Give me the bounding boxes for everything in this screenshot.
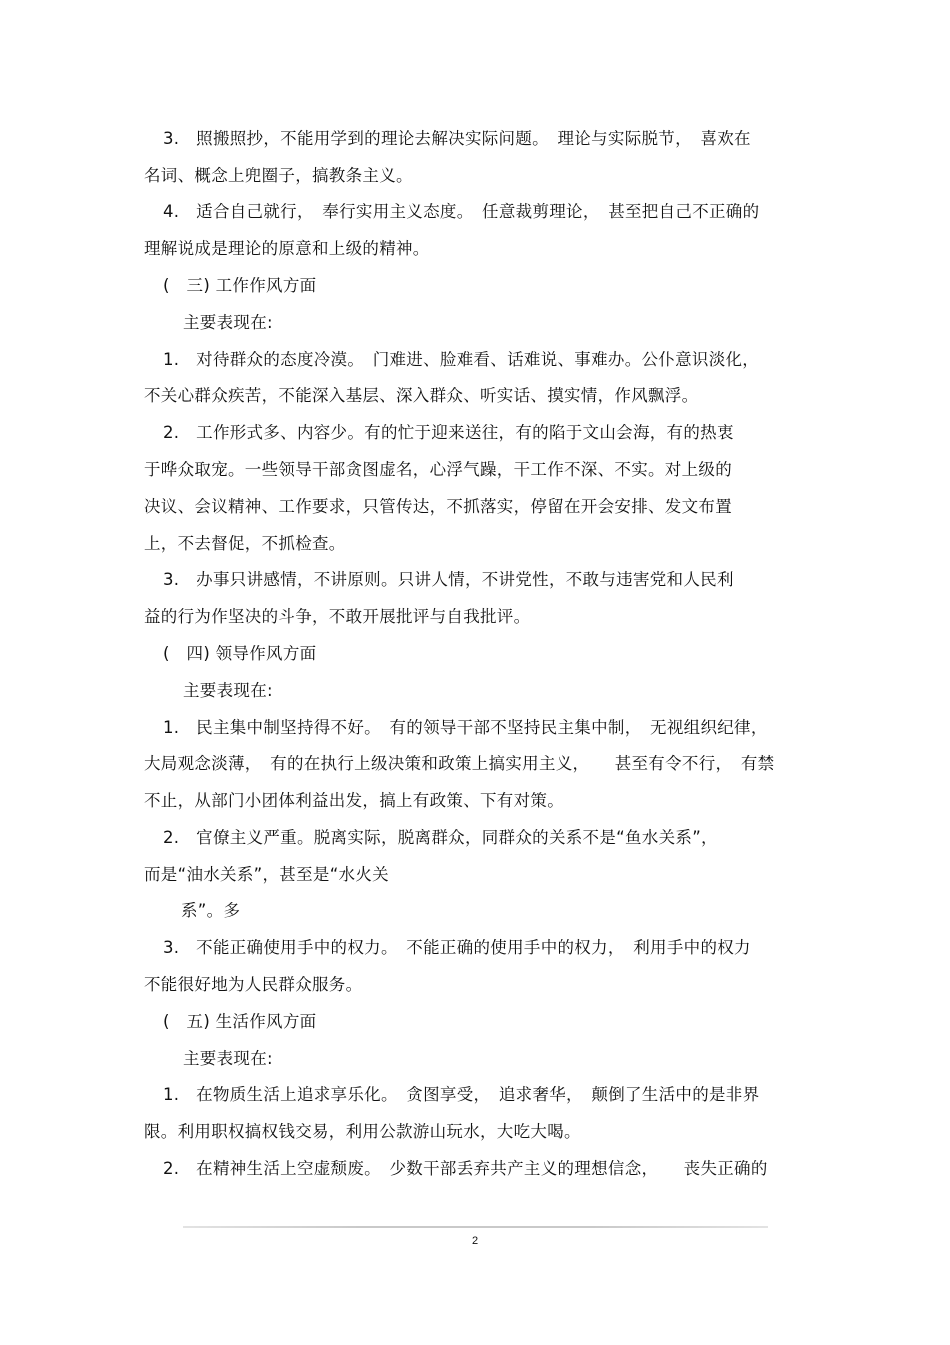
paragraph-line: 4. 适合自己就行， 奉行实用主义态度。 任意裁剪理论， 甚至把自己不正确的 <box>163 202 760 221</box>
paragraph-line: 3. 办事只讲感情，不讲原则。只讲人情，不讲党性，不敢与违害党和人民利 <box>163 570 734 589</box>
section-intro: 主要表现在: <box>183 313 273 332</box>
section-intro: 主要表现在: <box>183 681 273 700</box>
paragraph-line: 大局观念淡薄， 有的在执行上级决策和政策上搞实用主义， 甚至有令不行， 有禁 <box>144 754 775 773</box>
paragraph-line: 不止，从部门小团体利益出发，搞上有政策、下有对策。 <box>144 791 564 810</box>
paragraph-line: 3. 照搬照抄，不能用学到的理论去解决实际问题。 理论与实际脱节， 喜欢在 <box>163 129 751 148</box>
section-heading: ( 四) 领导作风方面 <box>163 644 317 663</box>
paragraph-line: 理解说成是理论的原意和上级的精神。 <box>144 239 430 258</box>
paragraph-line: 于哗众取宠。一些领导干部贪图虚名，心浮气躁，干工作不深、不实。对上级的 <box>144 460 732 479</box>
paragraph-line: 上，不去督促，不抓检查。 <box>144 534 346 553</box>
paragraph-line: 1. 对待群众的态度冷漠。 门难进、脸难看、话难说、事难办。公仆意识淡化， <box>163 350 760 369</box>
paragraph-line: 名词、概念上兜圈子，搞教条主义。 <box>144 166 413 185</box>
paragraph-line: 1. 在物质生活上追求享乐化。 贪图享受， 追求奢华， 颠倒了生活中的是非界 <box>163 1085 760 1104</box>
paragraph-line: 不能很好地为人民群众服务。 <box>144 975 363 994</box>
paragraph-line: 不关心群众疾苦，不能深入基层、深入群众、听实话、摸实情，作风飘浮。 <box>144 386 699 405</box>
paragraph-line: 益的行为作坚决的斗争，不敢开展批评与自我批评。 <box>144 607 531 626</box>
section-heading: ( 五) 生活作风方面 <box>163 1012 317 1031</box>
section-heading: ( 三) 工作作风方面 <box>163 276 317 295</box>
paragraph-line: 1. 民主集中制坚持得不好。 有的领导干部不坚持民主集中制， 无视组织纪律， <box>163 718 768 737</box>
section-intro: 主要表现在: <box>183 1049 273 1068</box>
footer-divider <box>183 1226 768 1228</box>
paragraph-line: 3. 不能正确使用手中的权力。 不能正确的使用手中的权力， 利用手中的权力 <box>163 938 751 957</box>
paragraph-line: 2. 在精神生活上空虚颓废。 少数干部丢弃共产主义的理想信念， 丧失正确的 <box>163 1159 768 1178</box>
paragraph-line: 决议、会议精神、工作要求，只管传达，不抓落实，停留在开会安排、发文布置 <box>144 497 732 516</box>
paragraph-line: 2. 官僚主义严重。脱离实际，脱离群众，同群众的关系不是“鱼水关系”， <box>163 828 718 847</box>
paragraph-line: 系”。多 <box>181 901 241 920</box>
paragraph-line: 而是“油水关系”，甚至是“水火关 <box>144 865 389 884</box>
paragraph-line: 2. 工作形式多、内容少。有的忙于迎来送往，有的陷于文山会海，有的热衷 <box>163 423 734 442</box>
paragraph-line: 限。利用职权搞权钱交易，利用公款游山玩水，大吃大喝。 <box>144 1122 581 1141</box>
page-number: 2 <box>471 1235 479 1247</box>
